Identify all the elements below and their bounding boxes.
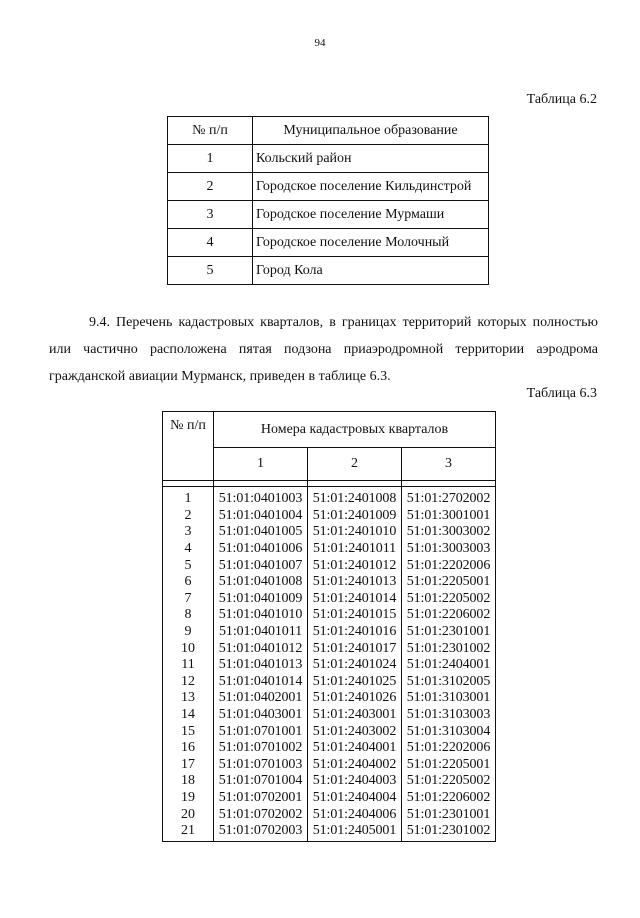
row-number: 21 — [163, 823, 214, 842]
cadastral-quarter-number: 51:01:0401008 — [214, 574, 308, 591]
table-row — [163, 657, 496, 674]
cadastral-quarter-number: 51:01:2401013 — [308, 574, 402, 591]
row-number: 14 — [163, 707, 214, 724]
row-number: 6 — [163, 574, 214, 591]
table-6-3-body — [163, 487, 496, 842]
column-header-number: № п/п — [163, 412, 214, 481]
cadastral-quarter-number: 51:01:2404001 — [402, 657, 496, 674]
cadastral-quarter-number: 51:01:2401011 — [308, 541, 402, 558]
column-header-number: № п/п — [168, 117, 253, 145]
cadastral-quarter-number: 51:01:2401012 — [308, 557, 402, 574]
table-row — [163, 557, 496, 574]
cadastral-quarter-number: 51:01:2205001 — [402, 574, 496, 591]
row-number: 15 — [163, 723, 214, 740]
table-row — [163, 508, 496, 525]
cadastral-quarter-number: 51:01:3103001 — [402, 690, 496, 707]
row-number: 17 — [163, 757, 214, 774]
cadastral-quarter-number: 51:01:3001001 — [402, 508, 496, 525]
table-row — [163, 723, 496, 740]
municipality-name: Городское поселение Кильдинстрой — [253, 173, 489, 201]
cadastral-quarter-number: 51:01:0401011 — [214, 624, 308, 641]
cadastral-quarter-number: 51:01:0702002 — [214, 806, 308, 823]
column-group-header: Номера кадастровых кварталов — [214, 412, 496, 448]
row-number: 4 — [168, 229, 253, 257]
cadastral-quarter-number: 51:01:3102005 — [402, 674, 496, 691]
table-row — [163, 790, 496, 807]
table-row — [168, 173, 489, 201]
table-row — [163, 640, 496, 657]
table-row — [168, 229, 489, 257]
cadastral-quarter-number: 51:01:0401010 — [214, 607, 308, 624]
table-row — [168, 257, 489, 285]
cadastral-quarter-number: 51:01:0702001 — [214, 790, 308, 807]
table-row — [163, 591, 496, 608]
cadastral-quarter-number: 51:01:3003003 — [402, 541, 496, 558]
cadastral-quarter-number: 51:01:3103003 — [402, 707, 496, 724]
table-row — [163, 806, 496, 823]
column-header-2: 2 — [308, 448, 402, 481]
row-number: 5 — [168, 257, 253, 285]
cadastral-quarter-number: 51:01:0401004 — [214, 508, 308, 525]
table-6-2-caption: Таблица 6.2 — [526, 92, 597, 107]
cadastral-quarter-number: 51:01:2405001 — [308, 823, 402, 842]
table-row — [163, 773, 496, 790]
cadastral-quarter-number: 51:01:2301002 — [402, 640, 496, 657]
column-header-municipality: Муниципальное образование — [253, 117, 489, 145]
cadastral-quarter-number: 51:01:0702003 — [214, 823, 308, 842]
cadastral-quarter-number: 51:01:2401024 — [308, 657, 402, 674]
cadastral-quarter-number: 51:01:2702002 — [402, 487, 496, 508]
cadastral-quarter-number: 51:01:0402001 — [214, 690, 308, 707]
cadastral-quarter-number: 51:01:2202006 — [402, 557, 496, 574]
cadastral-quarter-number: 51:01:2404003 — [308, 773, 402, 790]
cadastral-quarter-number: 51:01:0403001 — [214, 707, 308, 724]
municipality-name: Городское поселение Молочный — [253, 229, 489, 257]
cadastral-quarter-number: 51:01:0401012 — [214, 640, 308, 657]
row-number: 8 — [163, 607, 214, 624]
cadastral-quarter-number: 51:01:0401014 — [214, 674, 308, 691]
table-row — [163, 757, 496, 774]
column-header-1: 1 — [214, 448, 308, 481]
table-row — [163, 624, 496, 641]
table-row — [163, 707, 496, 724]
municipality-name: Город Кола — [253, 257, 489, 285]
cadastral-quarter-number: 51:01:3103004 — [402, 723, 496, 740]
page-number: 94 — [314, 37, 326, 49]
cadastral-quarter-number: 51:01:2205001 — [402, 757, 496, 774]
cadastral-quarter-number: 51:01:2301002 — [402, 823, 496, 842]
section-paragraph: 9.4. Перечень кадастровых кварталов, в границах территорий которых полностью или частично расположена пятая подзона приаэродромной территории аэродрома гражданской авиации Мурманск, приведен в таблице 6.3. — [49, 315, 598, 384]
cadastral-quarter-number: 51:01:2404001 — [308, 740, 402, 757]
row-number: 13 — [163, 690, 214, 707]
table-row — [163, 524, 496, 541]
row-number: 2 — [168, 173, 253, 201]
row-number: 10 — [163, 640, 214, 657]
municipality-name: Кольский район — [253, 145, 489, 173]
cadastral-quarter-number: 51:01:3003002 — [402, 524, 496, 541]
cadastral-quarter-number: 51:01:0401006 — [214, 541, 308, 558]
row-number: 2 — [163, 508, 214, 525]
cadastral-quarter-number: 51:01:2206002 — [402, 607, 496, 624]
cadastral-quarter-number: 51:01:2301001 — [402, 806, 496, 823]
row-number: 7 — [163, 591, 214, 608]
cadastral-quarter-number: 51:01:2401016 — [308, 624, 402, 641]
cadastral-quarter-number: 51:01:0701002 — [214, 740, 308, 757]
table-6-2 — [167, 116, 489, 285]
cadastral-quarter-number: 51:01:2404004 — [308, 790, 402, 807]
cadastral-quarter-number: 51:01:0401013 — [214, 657, 308, 674]
row-number: 1 — [163, 487, 214, 508]
cadastral-quarter-number: 51:01:2205002 — [402, 591, 496, 608]
table-row — [163, 823, 496, 842]
cadastral-quarter-number: 51:01:0701004 — [214, 773, 308, 790]
table-row — [163, 487, 496, 508]
cadastral-quarter-number: 51:01:2401025 — [308, 674, 402, 691]
row-number: 3 — [168, 201, 253, 229]
table-6-3-caption: Таблица 6.3 — [526, 386, 597, 401]
cadastral-quarter-number: 51:01:2403001 — [308, 707, 402, 724]
row-number: 3 — [163, 524, 214, 541]
table-header-row — [168, 117, 489, 145]
cadastral-quarter-number: 51:01:2401017 — [308, 640, 402, 657]
cadastral-quarter-number: 51:01:2401015 — [308, 607, 402, 624]
cadastral-quarter-number: 51:01:0701003 — [214, 757, 308, 774]
table-6-3 — [162, 411, 496, 842]
cadastral-quarter-number: 51:01:0401005 — [214, 524, 308, 541]
cadastral-quarter-number: 51:01:2206002 — [402, 790, 496, 807]
cadastral-quarter-number: 51:01:2301001 — [402, 624, 496, 641]
column-header-3: 3 — [402, 448, 496, 481]
row-number: 20 — [163, 806, 214, 823]
cadastral-quarter-number: 51:01:2404006 — [308, 806, 402, 823]
cadastral-quarter-number: 51:01:2401008 — [308, 487, 402, 508]
cadastral-quarter-number: 51:01:2403002 — [308, 723, 402, 740]
row-number: 11 — [163, 657, 214, 674]
cadastral-quarter-number: 51:01:0701001 — [214, 723, 308, 740]
table-row — [163, 674, 496, 691]
table-row — [163, 740, 496, 757]
table-row — [168, 145, 489, 173]
table-row — [163, 541, 496, 558]
table-row — [163, 607, 496, 624]
cadastral-quarter-number: 51:01:0401003 — [214, 487, 308, 508]
row-number: 16 — [163, 740, 214, 757]
table-header-row — [163, 412, 496, 448]
cadastral-quarter-number: 51:01:2401026 — [308, 690, 402, 707]
cadastral-quarter-number: 51:01:2205002 — [402, 773, 496, 790]
row-number: 9 — [163, 624, 214, 641]
row-number: 4 — [163, 541, 214, 558]
table-row — [163, 574, 496, 591]
row-number: 12 — [163, 674, 214, 691]
cadastral-quarter-number: 51:01:2401014 — [308, 591, 402, 608]
table-row — [168, 201, 489, 229]
cadastral-quarter-number: 51:01:2202006 — [402, 740, 496, 757]
municipality-name: Городское поселение Мурмаши — [253, 201, 489, 229]
cadastral-quarter-number: 51:01:2401009 — [308, 508, 402, 525]
cadastral-quarter-number: 51:01:0401009 — [214, 591, 308, 608]
row-number: 5 — [163, 557, 214, 574]
cadastral-quarter-number: 51:01:0401007 — [214, 557, 308, 574]
cadastral-quarter-number: 51:01:2404002 — [308, 757, 402, 774]
table-row — [163, 690, 496, 707]
row-number: 1 — [168, 145, 253, 173]
row-number: 18 — [163, 773, 214, 790]
cadastral-quarter-number: 51:01:2401010 — [308, 524, 402, 541]
row-number: 19 — [163, 790, 214, 807]
